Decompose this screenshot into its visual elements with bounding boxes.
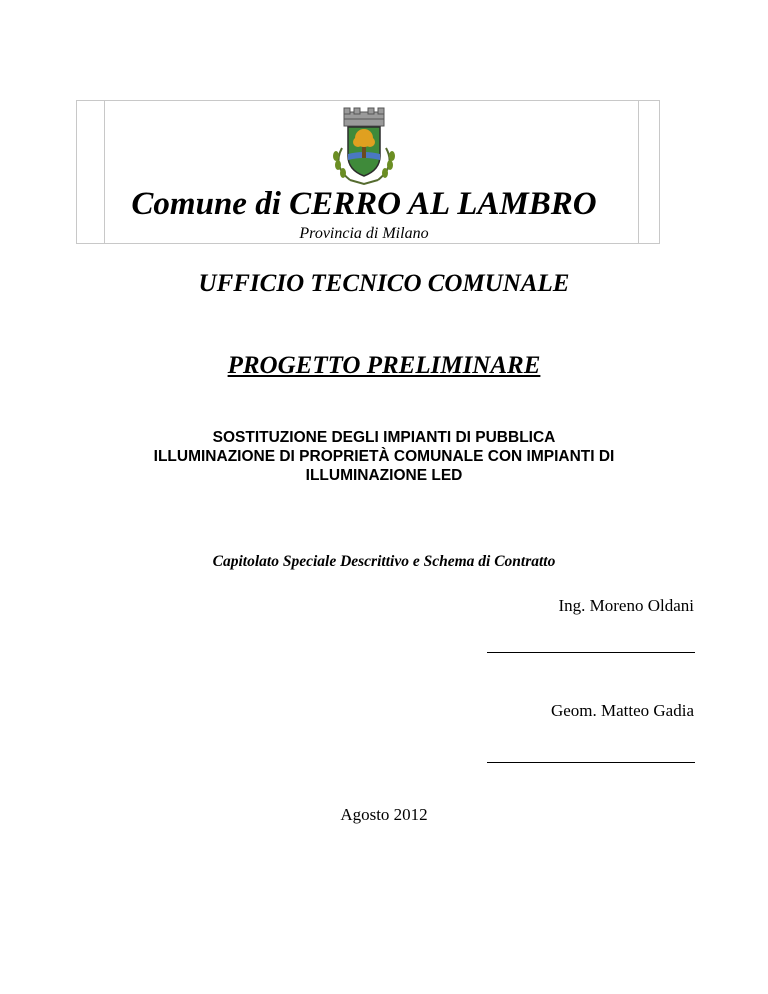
signatory-name-1: Ing. Moreno Oldani	[558, 596, 694, 615]
document-title: Capitolato Speciale Descrittivo e Schema di Contratto	[212, 553, 556, 570]
office-title: UFFICIO TECNICO COMUNALE	[198, 270, 570, 297]
municipal-coat-of-arms-icon	[320, 104, 408, 186]
signature-line-2	[487, 762, 695, 763]
municipality-name: Comune di CERRO AL LAMBRO	[131, 186, 597, 222]
project-type-title: PROGETTO PRELIMINARE	[227, 352, 541, 379]
document-date: Agosto 2012	[340, 805, 428, 824]
signature-line-1	[487, 652, 695, 653]
province-name: Provincia di Milano	[299, 225, 429, 242]
signatory-name-2: Geom. Matteo Gadia	[550, 701, 694, 720]
project-subject	[40, 428, 728, 485]
project-subject-line-3: ILLUMINAZIONE LED	[305, 467, 463, 484]
project-subject-line-2: ILLUMINAZIONE DI PROPRIETÀ COMUNALE CON IMPIANTI DI	[153, 448, 615, 465]
project-subject-line-1: SOSTITUZIONE DEGLI IMPIANTI DI PUBBLICA	[212, 429, 556, 446]
